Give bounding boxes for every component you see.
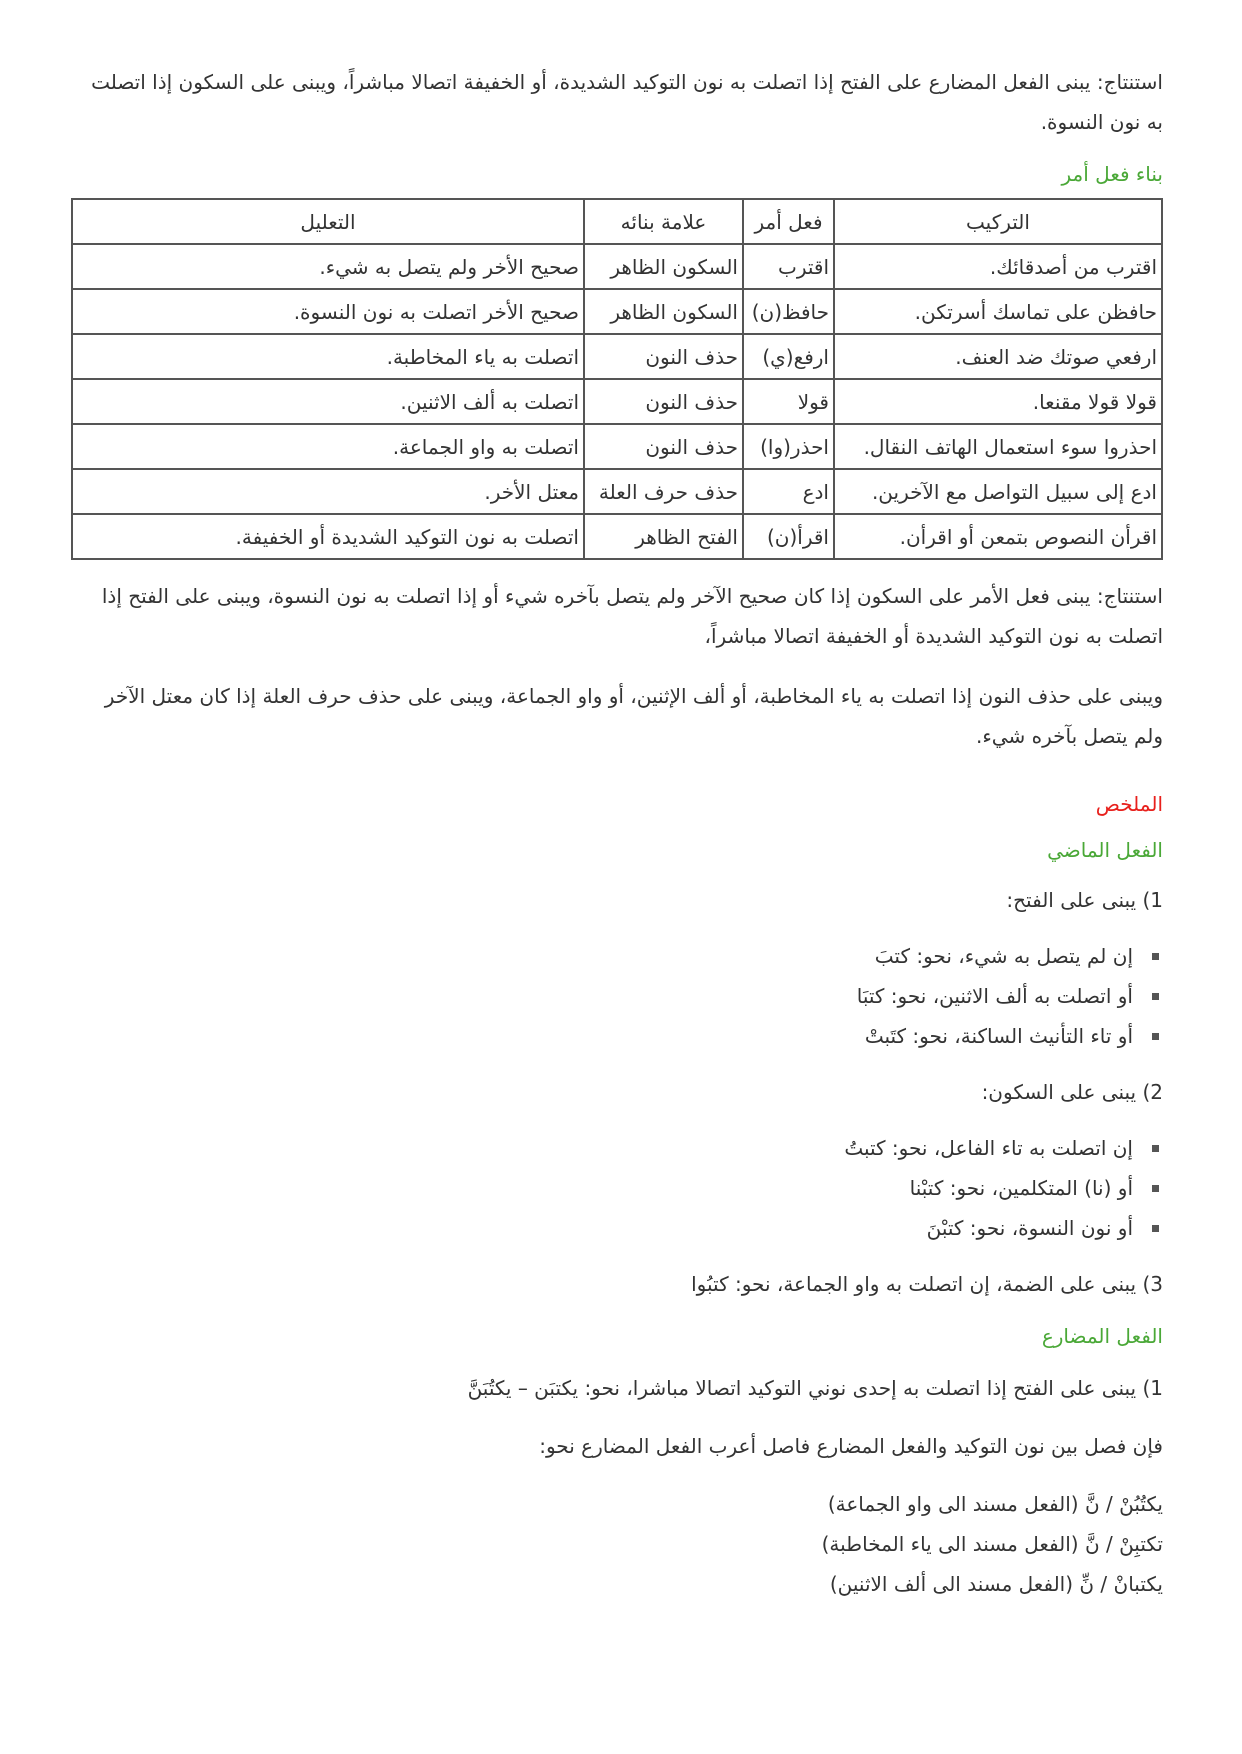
conclusion-present: استنتاج: يبنى الفعل المضارع على الفتح إذا اتصلت به نون التوكيد الشديدة، أو الخفيفة اتصالا مباشراً، ويبنى على السكون إذا اتصلت به نون النسوة. — [91, 70, 1163, 134]
present-example: تكتبِنْ / نَّ (الفعل مسند الى ياء المخاطبة) — [821, 1532, 1163, 1556]
table-cell: ادع — [743, 469, 834, 514]
table-cell: اتصلت به واو الجماعة. — [72, 424, 584, 469]
conclusion-imperative-2: ويبنى على حذف النون إذا اتصلت به ياء المخاطبة، أو ألف الإثنين، أو واو الجماعة، ويبنى على حذف حرف العلة إذا كان معتل الآخر ولم يتصل بآخره شيء. — [104, 684, 1163, 748]
table-cell: اقترب من أصدقائك. — [834, 244, 1162, 289]
table-cell: حذف حرف العلة — [584, 469, 743, 514]
present-note: فإن فصل بين نون التوكيد والفعل المضارع فاصل أعرب الفعل المضارع نحو: — [539, 1434, 1163, 1458]
past-rule-3: 3) يبنى على الضمة، إن اتصلت به واو الجماعة، نحو: كتبُوا — [691, 1272, 1163, 1296]
table-cell: اقرأ(ن) — [743, 514, 834, 559]
table-cell: السكون الظاهر — [584, 244, 743, 289]
table-row — [72, 469, 1162, 514]
document-content — [73, 62, 1163, 1604]
table-header-cell: التعليل — [72, 199, 584, 244]
table-cell: اقترب — [743, 244, 834, 289]
table-row — [72, 424, 1162, 469]
list-item: أو تاء التأنيث الساكنة، نحو: كتَبتْ — [73, 1016, 1133, 1056]
past-rule-2-list — [73, 1128, 1163, 1248]
present-example: يكتبانْ / نِّ (الفعل مسند الى ألف الاثنين) — [829, 1572, 1163, 1596]
past-rule-1-list — [73, 936, 1163, 1056]
conclusion-imperative: استنتاج: يبنى فعل الأمر على السكون إذا كان صحيح الآخر ولم يتصل بآخره شيء أو إذا اتصلت به نون النسوة، ويبنى على الفتح إذا اتصلت به نون التوكيد الشديدة أو الخفيفة اتصالا مباشراً، — [101, 584, 1163, 648]
table-cell: حذف النون — [584, 379, 743, 424]
table-cell: معتل الأخر. — [72, 469, 584, 514]
table-header-cell: فعل أمر — [743, 199, 834, 244]
table-cell: اتصلت به نون التوكيد الشديدة أو الخفيفة. — [72, 514, 584, 559]
table-cell: احذروا سوء استعمال الهاتف النقال. — [834, 424, 1162, 469]
table-cell: ارفع(ي) — [743, 334, 834, 379]
past-rule-2: 2) يبنى على السكون: — [981, 1080, 1163, 1104]
table-cell: اتصلت به ألف الاثنين. — [72, 379, 584, 424]
list-item: إن اتصلت به تاء الفاعل، نحو: كتبتُ — [73, 1128, 1133, 1168]
list-item: أو (نا) المتكلمين، نحو: كتبْنا — [73, 1168, 1133, 1208]
imperative-table — [71, 198, 1163, 560]
table-row — [72, 244, 1162, 289]
heading-imperative: بناء فعل أمر — [1061, 162, 1163, 186]
table-cell: السكون الظاهر — [584, 289, 743, 334]
table-cell: حافظ(ن) — [743, 289, 834, 334]
table-row — [72, 514, 1162, 559]
past-rule-1: 1) يبنى على الفتح: — [1006, 888, 1163, 912]
table-cell: ادع إلى سبيل التواصل مع الآخرين. — [834, 469, 1162, 514]
table-header-cell: التركيب — [834, 199, 1162, 244]
table-cell: اتصلت به ياء المخاطبة. — [72, 334, 584, 379]
table-cell: حافظن على تماسك أسرتكن. — [834, 289, 1162, 334]
present-rule-1: 1) يبنى على الفتح إذا اتصلت به إحدى نوني التوكيد اتصالا مباشرا، نحو: يكتبَن – يكتُبَنَّ — [467, 1376, 1163, 1400]
table-row — [72, 334, 1162, 379]
table-row — [72, 379, 1162, 424]
table-header-cell: علامة بنائه — [584, 199, 743, 244]
table-cell: حذف النون — [584, 424, 743, 469]
table-cell: ارفعي صوتك ضد العنف. — [834, 334, 1162, 379]
table-cell: صحيح الأخر ولم يتصل به شيء. — [72, 244, 584, 289]
table-cell: حذف النون — [584, 334, 743, 379]
past-heading: الفعل الماضي — [1047, 838, 1163, 862]
table-cell: احذر(وا) — [743, 424, 834, 469]
table-cell: الفتح الظاهر — [584, 514, 743, 559]
table-cell: صحيح الأخر اتصلت به نون النسوة. — [72, 289, 584, 334]
list-item: أو اتصلت به ألف الاثنين، نحو: كتبَا — [73, 976, 1133, 1016]
list-item: أو نون النسوة، نحو: كتبْنَ — [73, 1208, 1133, 1248]
table-cell: قولا قولا مقنعا. — [834, 379, 1162, 424]
table-cell: قولا — [743, 379, 834, 424]
table-header-row — [72, 199, 1162, 244]
table-row — [72, 289, 1162, 334]
table-cell: اقرأن النصوص بتمعن أو اقرأن. — [834, 514, 1162, 559]
present-example: يكتُبُنْ / نَّ (الفعل مسند الى واو الجماعة) — [827, 1492, 1163, 1516]
present-heading: الفعل المضارع — [1041, 1324, 1163, 1348]
summary-heading: الملخص — [1095, 792, 1163, 816]
list-item: إن لم يتصل به شيء، نحو: كتبَ — [73, 936, 1133, 976]
